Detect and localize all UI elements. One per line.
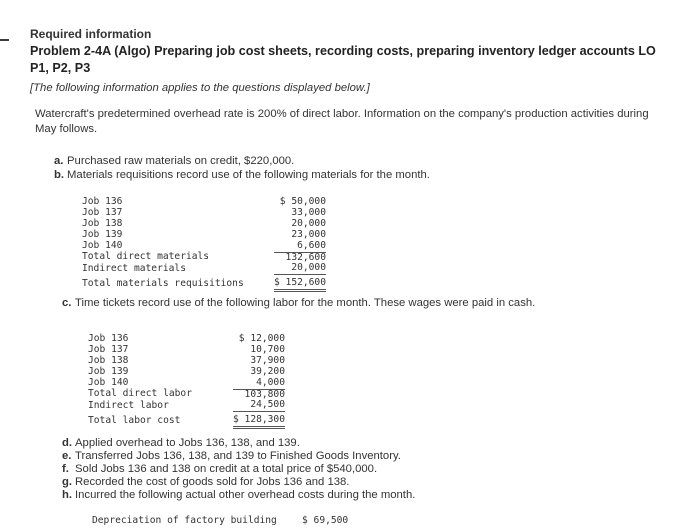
table-row [88, 367, 285, 378]
row-label: Job 138 [88, 354, 129, 366]
instruction-note: [The following information applies to the questions displayed below.] [30, 82, 370, 94]
row-label: Job 136 [88, 333, 129, 344]
item-b-label: b. [54, 169, 65, 181]
item-a [54, 155, 294, 167]
item-c [62, 297, 535, 309]
table-row [82, 230, 326, 241]
item-g [62, 476, 349, 488]
row-value: $ 50,000 [279, 196, 326, 207]
row-value: $ 128,300 [233, 412, 285, 428]
row-value: 23,000 [291, 228, 326, 240]
row-value: 39,200 [250, 365, 285, 377]
item-e [62, 450, 401, 462]
item-d-text: Applied overhead to Jobs 136, 138, and 139. [75, 437, 300, 449]
item-h [62, 489, 415, 501]
table-row [82, 263, 326, 274]
row-label: Total direct materials [82, 251, 210, 263]
intro-paragraph: Watercraft's predetermined overhead rate is 200% of direct labor. Information on the company's production activities during May follows. [35, 108, 649, 135]
row-label: Job 138 [82, 217, 123, 229]
row-value: $ 12,000 [238, 333, 285, 344]
labor-schedule [88, 334, 285, 429]
required-information-heading: Required information [30, 27, 152, 41]
row-value: 6,600 [274, 241, 326, 252]
row-value: 33,000 [291, 206, 326, 218]
row-value: 103,800 [244, 388, 285, 400]
table-row [88, 412, 285, 428]
item-f-label: f. [62, 463, 69, 475]
table-row [88, 400, 285, 411]
row-value: 4,000 [233, 378, 285, 389]
item-f-text: Sold Jobs 136 and 138 on credit at a total price of $540,000. [75, 463, 378, 475]
item-a-text: Purchased raw materials on credit, $220,000. [67, 155, 295, 167]
row-label: Total materials requisitions [82, 277, 244, 289]
item-h-text: Incurred the following actual other overhead costs during the month. [75, 489, 416, 501]
row-label: Job 137 [82, 206, 123, 218]
row-value: $ 152,600 [274, 275, 326, 291]
table-row [82, 275, 326, 291]
item-g-label: g. [62, 476, 73, 488]
item-g-text: Recorded the cost of goods sold for Jobs 136 and 138. [75, 476, 350, 488]
item-h-label: h. [62, 489, 73, 501]
row-label: Job 137 [88, 343, 129, 355]
item-b-text: Materials requisitions record use of the following materials for the month. [67, 169, 430, 181]
table-row [92, 516, 348, 527]
table-row [82, 252, 326, 263]
item-e-text: Transferred Jobs 136, 138, and 139 to Finished Goods Inventory. [75, 450, 401, 462]
overhead-schedule [92, 516, 348, 527]
item-d [62, 437, 300, 449]
item-a-label: a. [54, 155, 64, 167]
row-label: Total direct labor [88, 388, 192, 400]
row-value: 10,700 [250, 343, 285, 355]
row-value: 24,500 [233, 400, 285, 411]
row-label: Job 140 [88, 376, 129, 388]
problem-title: Problem 2-4A (Algo) Preparing job cost sheets, recording costs, preparing inventory ledger accounts LO P1, P2, P3 [30, 44, 656, 75]
row-label: Depreciation of factory building [92, 515, 277, 526]
row-value: $ 69,500 [302, 515, 349, 526]
item-e-label: e. [62, 450, 72, 462]
materials-schedule [82, 197, 326, 292]
item-d-label: d. [62, 437, 73, 449]
row-value: 132,600 [285, 251, 326, 263]
item-b [54, 169, 430, 181]
row-label: Indirect materials [82, 262, 186, 274]
row-label: Job 140 [82, 239, 123, 251]
item-f [62, 463, 377, 475]
row-label: Job 139 [88, 365, 129, 377]
left-rule [0, 39, 9, 41]
item-c-text: Time tickets record use of the following labor for the month. These wages were paid in cash. [75, 297, 536, 309]
row-label: Indirect labor [88, 399, 169, 411]
row-value: 37,900 [250, 354, 285, 366]
row-value: 20,000 [291, 217, 326, 229]
row-label: Job 139 [82, 228, 123, 240]
row-value: 20,000 [274, 263, 326, 274]
row-label: Total labor cost [88, 414, 181, 426]
item-c-label: c. [62, 297, 72, 309]
row-label: Job 136 [82, 196, 123, 207]
